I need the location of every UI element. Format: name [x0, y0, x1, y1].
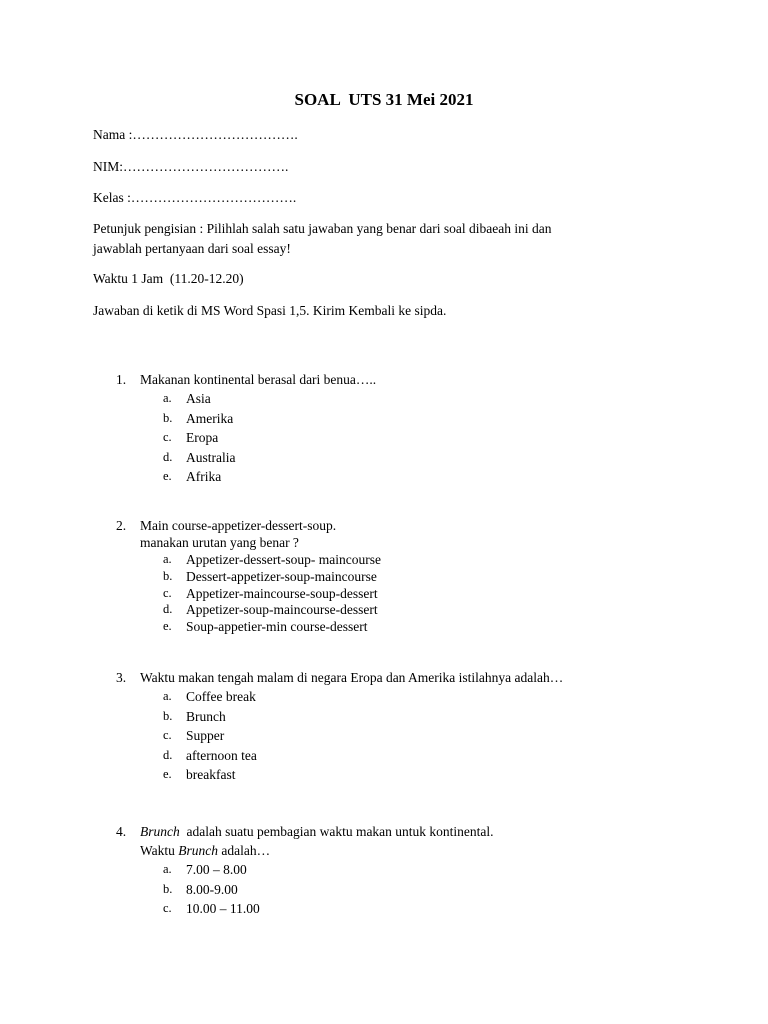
- question-text: Waktu makan tengah malam di negara Eropa dan Amerika istilahnya adalah…: [140, 670, 564, 685]
- option: [0, 689, 768, 709]
- option: [0, 882, 768, 902]
- instructions-line-1: Petunjuk pengisian : Pilihlah salah satu jawaban yang benar dari soal dibaeah ini dan: [93, 221, 552, 236]
- time-info: Waktu 1 Jam (11.20-12.20): [93, 271, 244, 286]
- option: [0, 767, 768, 787]
- option-letter: a.: [163, 391, 172, 405]
- question-number: 3.: [116, 670, 127, 685]
- option-text: breakfast: [186, 767, 236, 782]
- option-letter: a.: [163, 862, 172, 876]
- option: [0, 728, 768, 748]
- option: [0, 901, 768, 921]
- question-text-line-2-start: Waktu: [140, 843, 179, 858]
- submission-info: Jawaban di ketik di MS Word Spasi 1,5. Kirim Kembali ke sipda.: [93, 303, 447, 318]
- page-title: SOAL UTS 31 Mei 2021: [294, 90, 474, 109]
- option-text: afternoon tea: [186, 747, 257, 763]
- option: [0, 450, 768, 470]
- question-text-line-2-italic: Brunch: [178, 843, 219, 858]
- option-letter: e.: [163, 767, 172, 781]
- option: [0, 602, 768, 619]
- question-text-line-2: [140, 843, 270, 859]
- option-text: Appetizer-soup-maincourse-dessert: [186, 602, 378, 618]
- option-text: Amerika: [186, 410, 234, 426]
- option-letter: e.: [163, 619, 172, 634]
- option-letter: a.: [163, 552, 172, 566]
- nim-field: NIM:……………………………….: [93, 159, 289, 174]
- question-number: 4.: [116, 824, 127, 839]
- option-text: 7.00 – 8.00: [186, 862, 247, 877]
- option-text: Afrika: [186, 469, 222, 484]
- option-text: Appetizer-dessert-soup- maincourse: [186, 552, 382, 567]
- question-text-rest: adalah suatu pembagian waktu makan untuk kontinental.: [179, 824, 494, 839]
- option: [0, 709, 768, 729]
- option-letter: b.: [163, 708, 173, 723]
- option-letter: b.: [163, 568, 173, 583]
- option: [0, 748, 768, 768]
- option-letter: e.: [163, 469, 172, 483]
- option: [0, 469, 768, 489]
- option-letter: b.: [163, 881, 173, 896]
- question-number: 2.: [116, 518, 127, 533]
- question-text: Main course-appetizer-dessert-soup.: [140, 518, 337, 533]
- option-text: Eropa: [186, 430, 219, 445]
- option-letter: c.: [163, 585, 172, 600]
- question-2: [0, 518, 768, 636]
- option-letter: a.: [163, 689, 172, 703]
- class-field: Kelas :……………………………….: [93, 190, 297, 205]
- question-text-italic: Brunch: [140, 824, 180, 839]
- option: [0, 569, 768, 586]
- option: [0, 391, 768, 411]
- option: [0, 430, 768, 450]
- question-text: Makanan kontinental berasal dari benua…..: [140, 372, 377, 387]
- question-text-line-2: manakan urutan yang benar ?: [140, 535, 299, 550]
- option-letter: d.: [163, 449, 173, 464]
- option-text: 10.00 – 11.00: [186, 901, 260, 916]
- option-letter: b.: [163, 410, 173, 425]
- name-field: Nama :……………………………….: [93, 127, 298, 142]
- option: [0, 552, 768, 569]
- option-letter: d.: [163, 602, 173, 617]
- option-text: Soup-appetier-min course-dessert: [186, 619, 368, 635]
- question-number: 1.: [116, 372, 127, 387]
- option-text: Brunch: [186, 708, 226, 724]
- option-text: Appetizer-maincourse-soup-dessert: [186, 585, 378, 601]
- option: [0, 586, 768, 603]
- option: [0, 411, 768, 431]
- option-letter: d.: [163, 747, 173, 762]
- option-letter: c.: [163, 728, 172, 742]
- option: [0, 619, 768, 636]
- option-text: Australia: [186, 449, 236, 465]
- option-text: 8.00-9.00: [186, 881, 238, 897]
- option-letter: c.: [163, 430, 172, 444]
- option-text: Dessert-appetizer-soup-maincourse: [186, 568, 377, 584]
- question-4: [0, 824, 768, 921]
- question-3: [0, 670, 768, 787]
- option-text: Coffee break: [186, 689, 256, 704]
- option: [0, 862, 768, 882]
- question-1: [0, 372, 768, 489]
- question-text-line-2-end: adalah…: [218, 843, 271, 858]
- option-text: Asia: [186, 391, 211, 406]
- option-text: Supper: [186, 728, 225, 743]
- question-text: [140, 824, 494, 840]
- option-letter: c.: [163, 901, 172, 915]
- instructions-line-2: jawablah pertanyaan dari soal essay!: [93, 241, 291, 256]
